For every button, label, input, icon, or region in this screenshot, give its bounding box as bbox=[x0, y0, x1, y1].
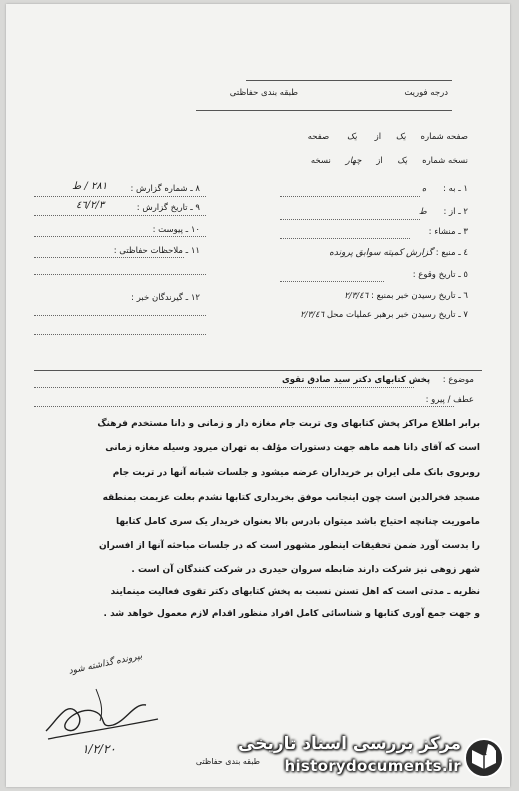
body-line: روبروی بانک ملی ایران بر خریداران عرضه میشود و جلسات شبانه آنها در تربت جام bbox=[112, 468, 480, 478]
field-from: ۲ ـ از : ط bbox=[418, 207, 468, 217]
body-line: نظریه ـ مدتی است که اهل تسنن نسبت به پخش کتابهای دکتر تقوی فعالیت مینمایند bbox=[110, 587, 480, 597]
field-origin: ۳ ـ منشاء : bbox=[428, 227, 468, 237]
body-line: را بدست آورد ضمن تحقیقات اینطور مشهور است که در جلسات مباحثه آنها از افسران bbox=[98, 541, 480, 551]
book-feather-icon bbox=[462, 736, 506, 780]
field-recipients: ۱۲ ـ گیرندگان خبر : bbox=[131, 293, 200, 303]
field-news-to-source-value: ۲/۳/٤٦ bbox=[344, 291, 369, 301]
page-number-value: یک bbox=[395, 132, 406, 142]
document-page bbox=[6, 4, 510, 787]
handwritten-note: بپرونده گذاشته شود bbox=[67, 651, 144, 677]
field-report-date: ۹ ـ تاریخ گزارش : bbox=[136, 203, 200, 213]
field-event-date: ٥ ـ تاریخ وقوع : bbox=[412, 270, 468, 280]
subject-field: موضوع : پخش کتابهای دکتر سید صادق تقوی bbox=[281, 375, 474, 385]
field-news-to-leader-value: ۲/۳/٤٦ bbox=[300, 310, 325, 320]
field-to-value: ه bbox=[421, 184, 427, 194]
handwritten-date: ۱/۲/۲۰ bbox=[82, 742, 116, 756]
header-line bbox=[246, 80, 452, 81]
copy-total-value: چهار bbox=[345, 156, 362, 166]
page-total-value: یک bbox=[346, 132, 357, 142]
field-source-value: گزارش کمیته سوابق پرونده bbox=[329, 248, 434, 258]
subject-value: پخش کتابهای دکتر سید صادق تقوی bbox=[281, 375, 431, 385]
signature-icon bbox=[38, 659, 188, 754]
field-security-notes: ۱۱ ـ ملاحظات حفاظتی : bbox=[113, 246, 200, 256]
copy-number-value: یک bbox=[397, 156, 408, 166]
header-underline bbox=[196, 110, 452, 111]
field-source: ٤ ـ منبع : گزارش کمیته سوابق پرونده bbox=[329, 248, 468, 258]
field-news-to-leader-date: ۷ ـ تاریخ رسیدن خبر برهبر عملیات محل ۲/۳/٤٦ bbox=[300, 310, 468, 320]
field-from-value: ط bbox=[418, 207, 427, 217]
body-line: ماموریت چنانچه احتیاج باشد میتوان بادرس بالا بعنوان خریدار یک سری کامل کتابها bbox=[115, 517, 480, 527]
page-number-field: صفحه شماره یک از یک صفحه bbox=[307, 132, 468, 142]
body-line: و جهت جمع آوری کتابها و شناسائی کامل افراد منظور اقدام لازم معمول خواهد شد . bbox=[103, 609, 480, 619]
field-report-date-value: ۲/۳/٤٦ bbox=[76, 200, 105, 211]
watermark-website: historydocuments.ir bbox=[284, 757, 461, 775]
classification-label: طبقه بندی حفاظتی bbox=[229, 88, 298, 98]
body-line: است که آقای دانا همه ماهه جهت دستورات مؤلف به تهران میرود وسیله مغازه زمانی bbox=[105, 443, 480, 453]
reference-field: عطف / پیرو : bbox=[425, 395, 474, 405]
priority-label: درجه فوریت bbox=[404, 88, 448, 98]
field-report-number-value: ۲۸۱ / ط bbox=[72, 181, 108, 192]
body-line: برابر اطلاع مراکز پخش کتابهای وی تربت جام مغازه دار و زمانی و دانا مستخدم فرهنگ bbox=[97, 419, 480, 429]
footer-classification: طبقه بندی حفاظتی bbox=[195, 757, 260, 766]
field-report-number: ۸ ـ شماره گزارش : bbox=[130, 184, 200, 194]
field-attachment: ۱۰ ـ پیوست : bbox=[152, 225, 200, 235]
body-line: مسجد فخرالدین است چون اینجانب موفق بخریداری کتابها نشدم بعلت عزیمت بمنطقه bbox=[102, 493, 480, 503]
watermark-org-name: مرکز بررسی اسناد تاریخی bbox=[238, 734, 461, 754]
field-news-to-source-date: ٦ ـ تاریخ رسیدن خبر بمنبع : ۲/۳/٤٦ bbox=[344, 291, 468, 301]
field-to: ۱ ـ به : ه bbox=[421, 184, 468, 194]
copy-number-field: نسخه شماره یک از چهار نسخه bbox=[310, 156, 468, 166]
body-line: شهر زوهی نیز شرکت دارند ضابطه سروان حیدری در شرکت کنندگان آن است . bbox=[131, 565, 480, 575]
section-divider bbox=[34, 370, 482, 371]
